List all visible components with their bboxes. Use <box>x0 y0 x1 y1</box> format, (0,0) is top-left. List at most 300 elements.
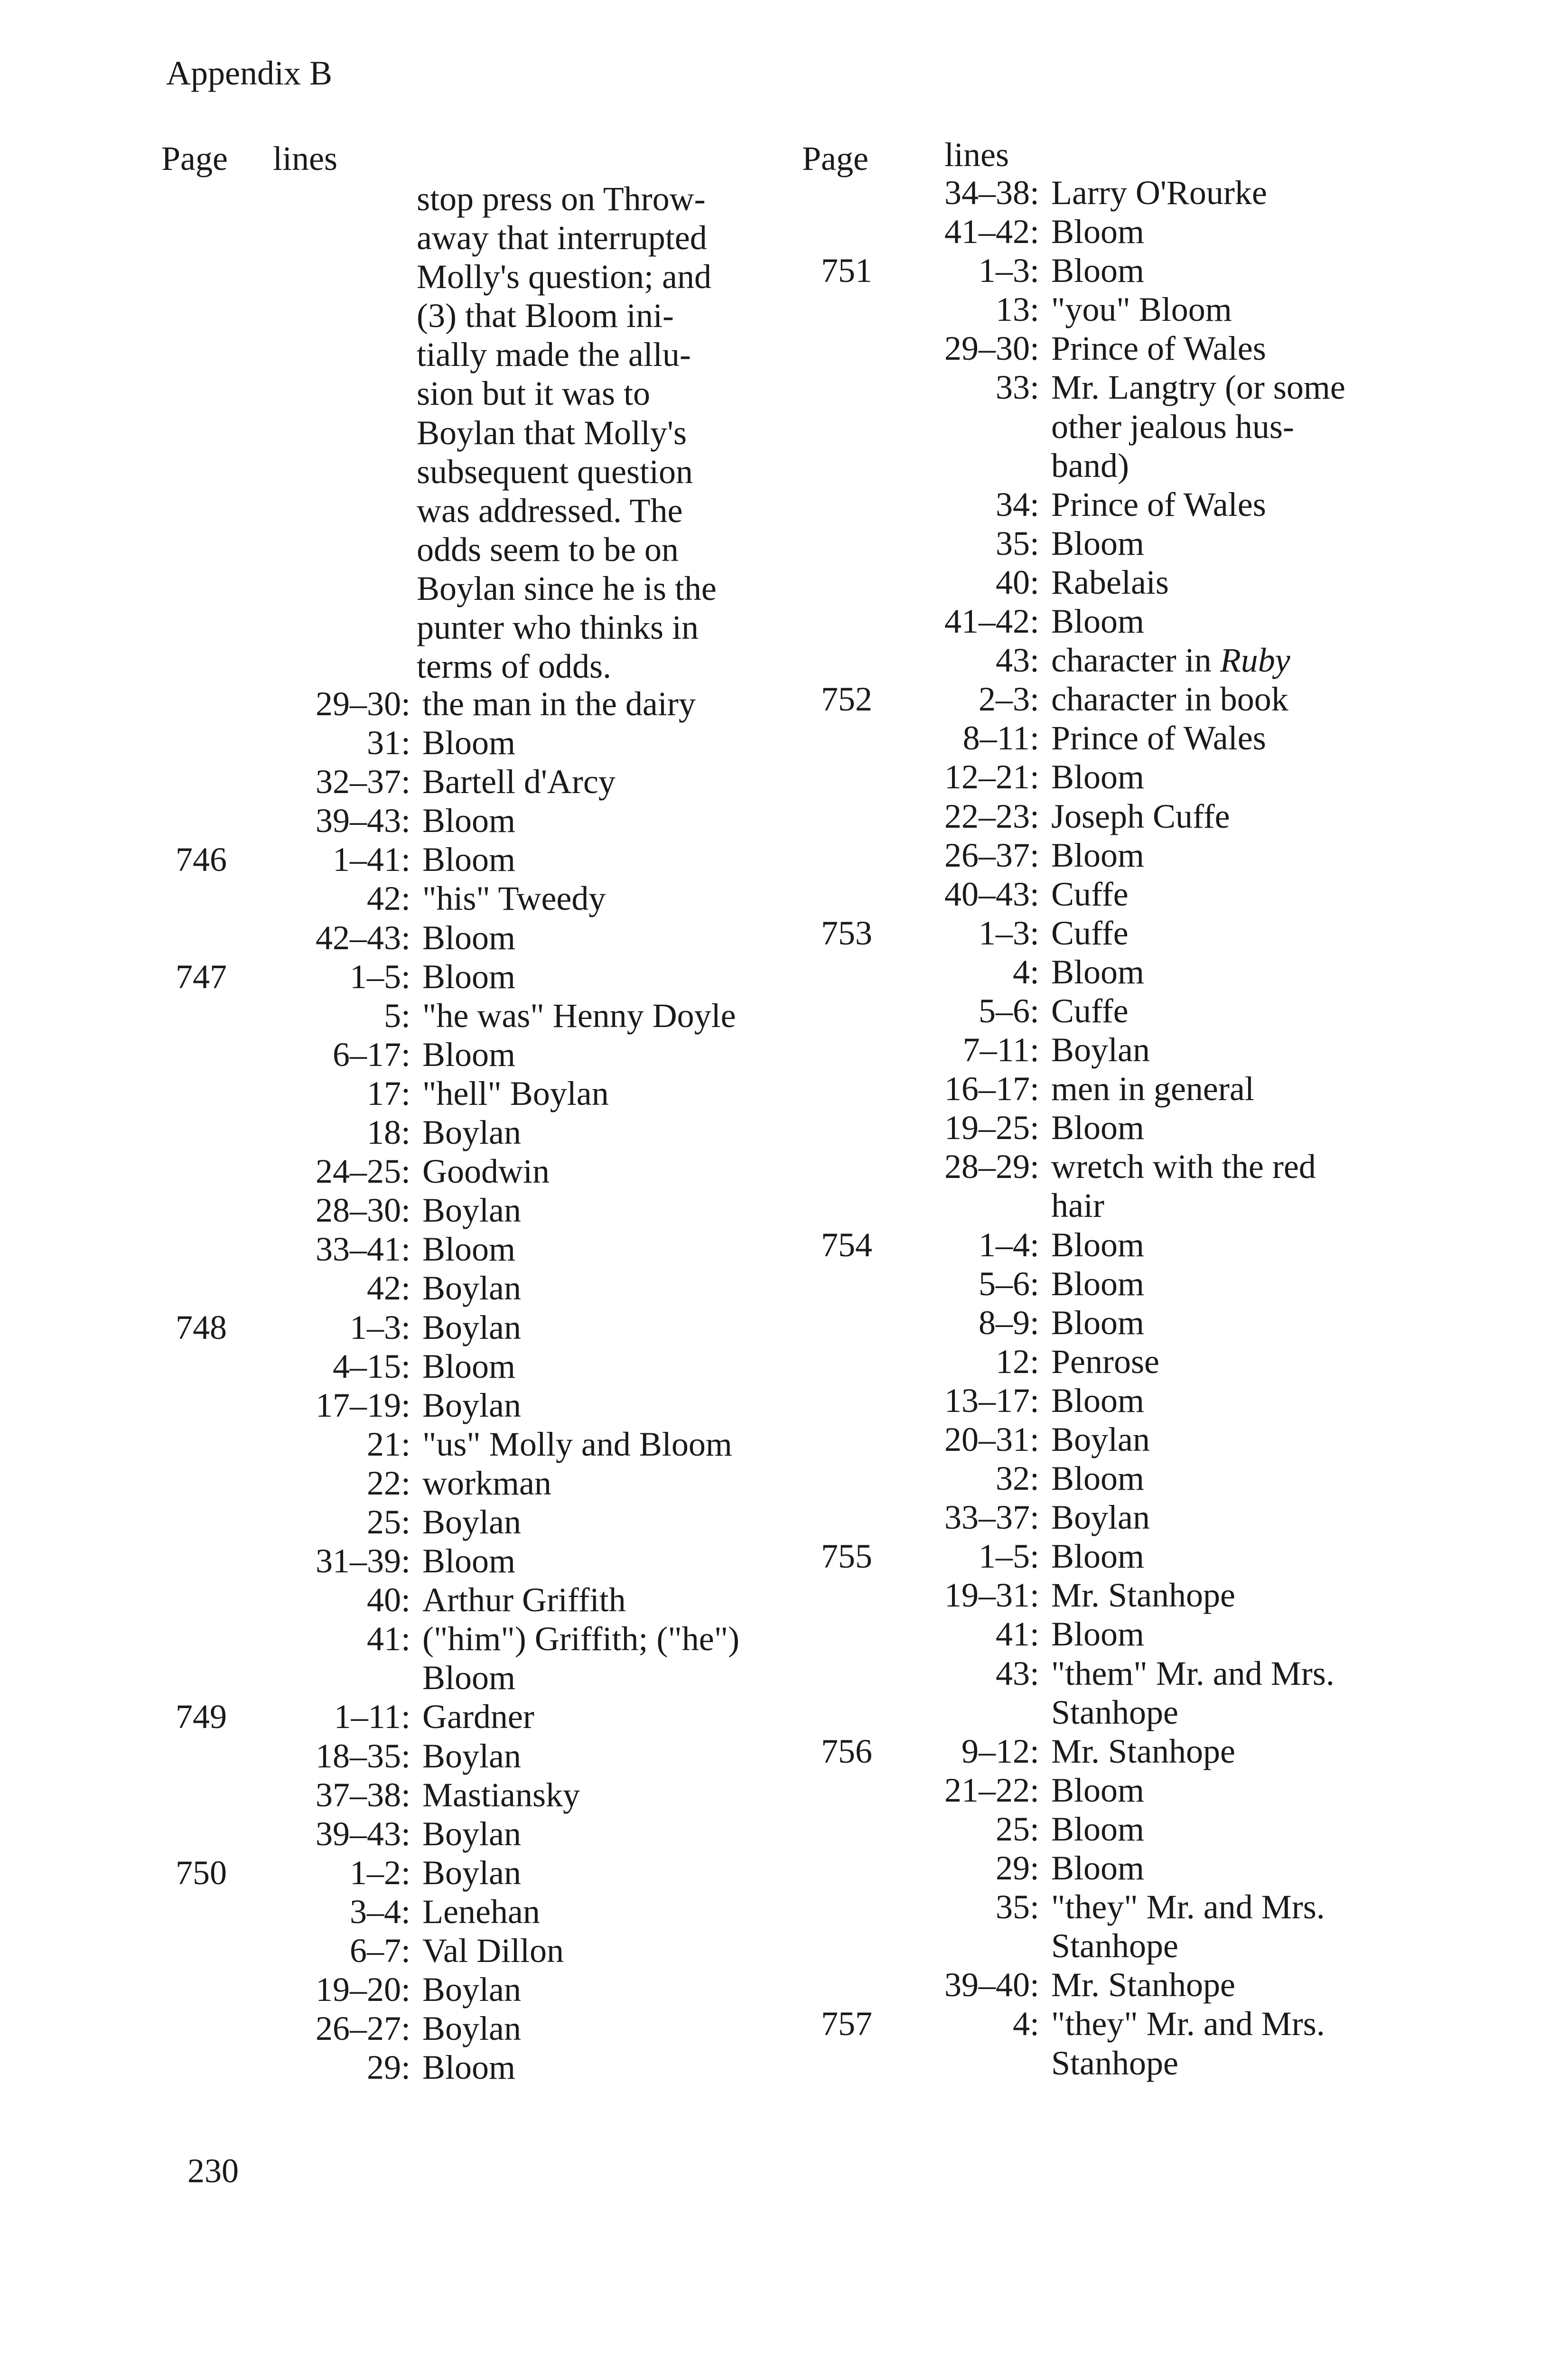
line-range: 13: <box>995 290 1039 329</box>
index-row <box>0 1814 783 1853</box>
referent <box>1051 1186 1412 1225</box>
page-ref: 754 <box>821 1225 872 1264</box>
referent <box>1051 875 1412 914</box>
line-range: 17: <box>366 1074 411 1112</box>
referent-text: Bloom <box>422 957 516 996</box>
referent-text: "he was" Henny Doyle <box>422 996 736 1035</box>
intro-line: punter who thinks in <box>417 608 699 647</box>
referent-text: Rabelais <box>1051 563 1169 601</box>
line-range: 8–11: <box>962 719 1039 757</box>
referent-text: Boylan <box>1051 1498 1150 1537</box>
index-row <box>802 680 1412 719</box>
line-range: 31: <box>366 724 411 762</box>
line-range: 39–43: <box>315 1814 411 1853</box>
page-ref: 757 <box>821 2005 872 2043</box>
index-row <box>802 2044 1412 2083</box>
line-range: 1–3: <box>978 914 1039 952</box>
referent-text: character in <box>1051 641 1220 680</box>
index-row <box>802 1030 1412 1069</box>
index-row <box>0 1503 783 1542</box>
line-range: 24–25: <box>315 1152 411 1191</box>
page-ref: 751 <box>821 252 872 290</box>
referent-text: "they" Mr. and Mrs. <box>1051 2005 1325 2043</box>
referent <box>422 1775 783 1814</box>
referent <box>1051 1887 1412 1926</box>
referent-text: Bloom <box>422 1347 516 1385</box>
page-number: 230 <box>187 2152 239 2190</box>
referent-text: Bloom <box>422 1230 516 1269</box>
index-row <box>0 1775 783 1814</box>
referent-text: wretch with the red <box>1051 1148 1316 1186</box>
referent <box>422 879 783 918</box>
referent-text: Arthur Griffith <box>422 1581 626 1619</box>
referent-text: Bloom <box>1051 1810 1145 1848</box>
referent-text: Boylan <box>422 1971 521 2009</box>
referent-text: Bloom <box>1051 1225 1145 1264</box>
intro-line: stop press on Throw- <box>417 180 706 218</box>
referent <box>1051 2004 1412 2043</box>
referent-text: Larry O'Rourke <box>1051 174 1267 212</box>
referent <box>1051 524 1412 563</box>
intro-line: terms of odds. <box>417 647 611 686</box>
referent <box>422 1308 783 1347</box>
line-range: 16–17: <box>944 1070 1039 1108</box>
line-range: 19–20: <box>315 1971 411 2009</box>
index-row <box>0 1737 783 1775</box>
line-range: 1–5: <box>349 957 411 996</box>
referent-text: Bloom <box>1051 953 1145 991</box>
index-row <box>802 1576 1412 1615</box>
line-range: 41: <box>995 1615 1039 1654</box>
referent <box>1051 1654 1412 1693</box>
referent-text: Bloom <box>1051 1771 1145 1809</box>
line-range: 29–30: <box>315 685 411 723</box>
line-range: 7–11: <box>962 1031 1039 1069</box>
referent-text: Bloom <box>422 1035 516 1074</box>
line-range: 9–12: <box>961 1732 1039 1770</box>
referent-text: "they" Mr. and Mrs. <box>1051 1888 1325 1926</box>
index-row <box>802 1069 1412 1108</box>
line-range: 28–30: <box>315 1191 411 1230</box>
line-range: 1–11: <box>334 1698 411 1736</box>
referent <box>422 2048 783 2087</box>
referent <box>1051 602 1412 641</box>
referent-text: ("him") Griffith; ("he") <box>422 1620 740 1658</box>
line-range: 2–3: <box>978 680 1039 719</box>
line-range: 32–37: <box>315 763 411 801</box>
referent-text: Mr. Stanhope <box>1051 1732 1235 1770</box>
referent <box>422 1892 783 1931</box>
referent-text: Mastiansky <box>422 1775 580 1814</box>
referent-text: Mr. Stanhope <box>1051 1576 1235 1615</box>
index-row <box>802 1459 1412 1498</box>
referent <box>1051 1576 1412 1615</box>
intro-line: (3) that Bloom ini- <box>417 297 674 335</box>
referent-text: Boylan <box>1051 1031 1150 1069</box>
referent <box>1051 719 1412 757</box>
index-row <box>802 1537 1412 1576</box>
referent-text: Bloom <box>1051 252 1145 290</box>
referent-text: Boylan <box>422 1308 521 1346</box>
index-row <box>0 2048 783 2087</box>
index-row <box>0 1853 783 1892</box>
referent-text: Cuffe <box>1051 875 1129 913</box>
line-range: 6–7: <box>349 1932 411 1970</box>
intro-line: Boylan since he is the <box>417 569 717 607</box>
index-row <box>0 1970 783 2009</box>
line-range: 5–6: <box>978 1264 1039 1303</box>
referent-text: Bloom <box>422 918 516 957</box>
referent-text: Bloom <box>422 724 516 762</box>
referent-text: Val Dillon <box>422 1932 564 1970</box>
line-range: 19–31: <box>944 1576 1039 1615</box>
index-row <box>0 1035 783 1074</box>
referent <box>1051 1537 1412 1576</box>
referent-text: character in book <box>1051 680 1288 719</box>
referent <box>1051 797 1412 836</box>
line-range: 21–22: <box>944 1771 1039 1809</box>
referent-text: Bloom <box>1051 1264 1145 1303</box>
index-row <box>802 524 1412 563</box>
referent-text: Boylan <box>422 1503 521 1541</box>
referent <box>1051 212 1412 251</box>
line-range: 32: <box>995 1459 1039 1498</box>
index-row <box>0 918 783 957</box>
line-range: 1–41: <box>332 841 411 879</box>
lines-column-header: lines <box>944 136 1009 174</box>
index-row <box>802 1381 1412 1420</box>
referent-text: men in general <box>1051 1070 1254 1108</box>
index-row <box>802 563 1412 602</box>
line-range: 33–41: <box>315 1230 411 1269</box>
index-row <box>802 953 1412 991</box>
line-range: 5–6: <box>978 991 1039 1030</box>
index-row <box>0 684 783 723</box>
line-range: 1–3: <box>349 1308 411 1346</box>
index-row <box>0 1191 783 1230</box>
referent <box>422 2009 783 2048</box>
index-row <box>802 446 1412 485</box>
referent <box>422 684 783 723</box>
line-range: 25: <box>995 1810 1039 1848</box>
line-range: 35: <box>995 1888 1039 1926</box>
line-range: 34–38: <box>944 174 1039 212</box>
line-range: 29–30: <box>944 329 1039 368</box>
line-range: 1–2: <box>349 1853 411 1892</box>
line-range: 12: <box>995 1342 1039 1381</box>
line-range: 39–40: <box>944 1966 1039 2004</box>
referent-text: "you" Bloom <box>1051 290 1232 329</box>
intro-line: sion but it was to <box>417 374 651 413</box>
index-rows <box>0 684 783 2087</box>
referent-text: Bloom <box>1051 524 1145 562</box>
referent <box>422 1425 783 1464</box>
referent <box>1051 1108 1412 1147</box>
referent <box>422 1619 783 1658</box>
index-row <box>802 602 1412 641</box>
referent-text: hair <box>1051 1186 1104 1225</box>
index-row <box>0 1074 783 1113</box>
line-range: 22–23: <box>944 797 1039 835</box>
line-range: 20–31: <box>944 1420 1039 1458</box>
referent <box>1051 1926 1412 1965</box>
referent <box>1051 1615 1412 1654</box>
intro-line: was addressed. The <box>417 491 683 530</box>
index-row <box>802 875 1412 914</box>
referent <box>422 1853 783 1892</box>
index-row <box>802 1186 1412 1225</box>
line-range: 34: <box>995 485 1039 523</box>
index-row <box>802 407 1412 446</box>
referent-text: Boylan <box>1051 1420 1150 1458</box>
referent <box>422 1658 783 1697</box>
intro-line: odds seem to be on <box>417 530 679 569</box>
line-range: 26–37: <box>944 836 1039 874</box>
page-ref: 755 <box>821 1537 872 1576</box>
referent-text: Goodwin <box>422 1152 550 1191</box>
index-row <box>802 757 1412 796</box>
referent <box>422 1191 783 1230</box>
referent-text: Bloom <box>1051 1303 1145 1342</box>
referent <box>1051 1732 1412 1771</box>
referent-text: Lenehan <box>422 1892 540 1931</box>
index-row <box>0 1425 783 1464</box>
index-row <box>802 1849 1412 1887</box>
index-row <box>0 1269 783 1308</box>
line-range: 17–19: <box>315 1386 411 1424</box>
page-ref: 750 <box>176 1853 227 1892</box>
referent <box>422 1152 783 1191</box>
index-row <box>802 1693 1412 1732</box>
referent <box>422 801 783 840</box>
index-row <box>0 1658 783 1697</box>
index-row <box>0 1113 783 1152</box>
referent <box>1051 563 1412 602</box>
index-row <box>802 1108 1412 1147</box>
referent <box>1051 251 1412 290</box>
referent <box>1051 1771 1412 1810</box>
referent <box>422 840 783 879</box>
index-row <box>802 1225 1412 1264</box>
line-range: 5: <box>383 996 411 1035</box>
index-row <box>802 1342 1412 1381</box>
index-row <box>0 801 783 840</box>
line-range: 40–43: <box>944 875 1039 913</box>
referent-text: Prince of Wales <box>1051 329 1266 368</box>
referent-text: Boylan <box>422 2009 521 2048</box>
index-row <box>0 1386 783 1425</box>
index-row <box>0 1892 783 1931</box>
referent-text: band) <box>1051 446 1129 485</box>
line-range: 28–29: <box>944 1148 1039 1186</box>
index-row <box>802 290 1412 329</box>
referent <box>1051 1498 1412 1537</box>
page-column-header: Page <box>161 140 228 178</box>
line-range: 40: <box>366 1581 411 1619</box>
index-row <box>0 957 783 996</box>
referent <box>422 1464 783 1503</box>
referent-text: Prince of Wales <box>1051 719 1266 757</box>
line-range: 33: <box>995 368 1039 407</box>
intro-line: subsequent question <box>417 452 693 491</box>
index-row <box>802 1615 1412 1654</box>
line-range: 1–5: <box>978 1537 1039 1576</box>
line-range: 29: <box>995 1849 1039 1887</box>
index-row <box>802 2004 1412 2043</box>
referent-text: Mr. Stanhope <box>1051 1966 1235 2004</box>
referent-text: other jealous hus- <box>1051 407 1294 446</box>
referent <box>1051 914 1412 953</box>
intro-paragraph <box>417 179 749 686</box>
referent <box>1051 1264 1412 1303</box>
referent-text: "his" Tweedy <box>422 879 606 918</box>
referent <box>1051 1069 1412 1108</box>
referent <box>422 1814 783 1853</box>
referent <box>422 1230 783 1269</box>
referent <box>1051 1030 1412 1069</box>
referent-text: Boylan <box>422 1737 521 1775</box>
intro-line: away that interrupted <box>417 219 707 257</box>
page-column-header: Page <box>802 140 868 178</box>
referent-text: Cuffe <box>1051 914 1129 952</box>
index-row <box>0 840 783 879</box>
line-range: 4: <box>1012 953 1039 991</box>
referent <box>1051 1420 1412 1459</box>
index-row <box>802 797 1412 836</box>
referent-text: Bloom <box>1051 1381 1145 1420</box>
referent <box>1051 1459 1412 1498</box>
referent-text: Bloom <box>1051 213 1145 251</box>
index-row <box>0 1464 783 1503</box>
index-row <box>802 1810 1412 1849</box>
line-range: 1–4: <box>978 1225 1039 1264</box>
line-range: 39–43: <box>315 802 411 840</box>
index-row <box>0 1619 783 1658</box>
index-row <box>0 879 783 918</box>
line-range: 41–42: <box>944 213 1039 251</box>
referent <box>422 1347 783 1386</box>
referent <box>422 1737 783 1775</box>
index-row <box>802 914 1412 953</box>
index-row <box>802 368 1412 407</box>
referent <box>1051 173 1412 212</box>
index-row <box>802 1303 1412 1342</box>
referent-text: Stanhope <box>1051 1927 1178 1965</box>
index-row <box>802 212 1412 251</box>
page-ref: 748 <box>176 1308 227 1346</box>
index-row <box>0 1542 783 1580</box>
referent-text: Stanhope <box>1051 1693 1178 1731</box>
referent <box>422 957 783 996</box>
referent-text: Cuffe <box>1051 991 1129 1030</box>
index-row <box>802 1887 1412 1926</box>
index-row <box>802 1732 1412 1771</box>
index-row <box>0 1152 783 1191</box>
line-range: 22: <box>366 1464 411 1502</box>
index-row <box>802 991 1412 1030</box>
referent <box>422 1697 783 1736</box>
line-range: 41–42: <box>944 602 1039 641</box>
page-ref: 752 <box>821 680 872 719</box>
index-row <box>802 1498 1412 1537</box>
referent <box>1051 329 1412 368</box>
referent <box>422 1269 783 1308</box>
line-range: 1–3: <box>978 252 1039 290</box>
index-row <box>802 1771 1412 1810</box>
referent <box>1051 290 1412 329</box>
line-range: 26–27: <box>315 2009 411 2048</box>
referent <box>422 1113 783 1152</box>
index-row <box>0 1230 783 1269</box>
line-range: 8–9: <box>978 1303 1039 1342</box>
index-row <box>0 723 783 762</box>
index-row <box>0 762 783 801</box>
referent <box>1051 485 1412 524</box>
index-row <box>802 1926 1412 1965</box>
referent <box>422 1970 783 2009</box>
referent-text: Stanhope <box>1051 2044 1178 2082</box>
index-row <box>802 1264 1412 1303</box>
referent <box>1051 446 1412 485</box>
index-row <box>802 1654 1412 1693</box>
page-ref: 749 <box>176 1698 227 1736</box>
line-range: 40: <box>995 563 1039 601</box>
referent-text: the man in the dairy <box>422 685 696 723</box>
referent-text: Bloom <box>422 1659 516 1697</box>
referent <box>1051 1965 1412 2004</box>
referent <box>422 996 783 1035</box>
index-row <box>0 1308 783 1347</box>
referent <box>422 1035 783 1074</box>
referent <box>1051 836 1412 875</box>
line-range: 41: <box>366 1620 411 1658</box>
referent-text: Boylan <box>422 1386 521 1424</box>
line-range: 33–37: <box>944 1498 1039 1537</box>
running-head: Appendix B <box>166 54 332 92</box>
index-row <box>802 1147 1412 1186</box>
line-range: 4: <box>1012 2005 1039 2043</box>
referent <box>1051 1342 1412 1381</box>
referent <box>422 1580 783 1619</box>
index-row <box>802 719 1412 757</box>
referent-text: Boylan <box>422 1191 521 1230</box>
referent-text: Boylan <box>422 1814 521 1853</box>
line-range: 19–25: <box>944 1109 1039 1147</box>
referent <box>422 762 783 801</box>
referent-text: Bloom <box>1051 1615 1145 1654</box>
referent-text: Bartell d'Arcy <box>422 763 616 801</box>
index-row <box>802 1965 1412 2004</box>
intro-line: tially made the allu- <box>417 336 691 374</box>
index-row <box>0 1580 783 1619</box>
referent-text: "hell" Boylan <box>422 1074 609 1112</box>
referent-text: Joseph Cuffe <box>1051 797 1230 835</box>
referent-text: Mr. Langtry (or some <box>1051 368 1345 407</box>
referent <box>1051 1303 1412 1342</box>
referent <box>1051 1693 1412 1732</box>
line-range: 37–38: <box>315 1775 411 1814</box>
referent <box>1051 953 1412 991</box>
line-range: 43: <box>995 641 1039 680</box>
index-rows <box>802 173 1412 2083</box>
page-ref: 746 <box>176 841 227 879</box>
referent-text: Boylan <box>422 1853 521 1892</box>
referent-text: "them" Mr. and Mrs. <box>1051 1654 1335 1692</box>
line-range: 6–17: <box>332 1035 411 1074</box>
line-range: 25: <box>366 1503 411 1541</box>
line-range: 42: <box>366 879 411 918</box>
referent <box>422 918 783 957</box>
